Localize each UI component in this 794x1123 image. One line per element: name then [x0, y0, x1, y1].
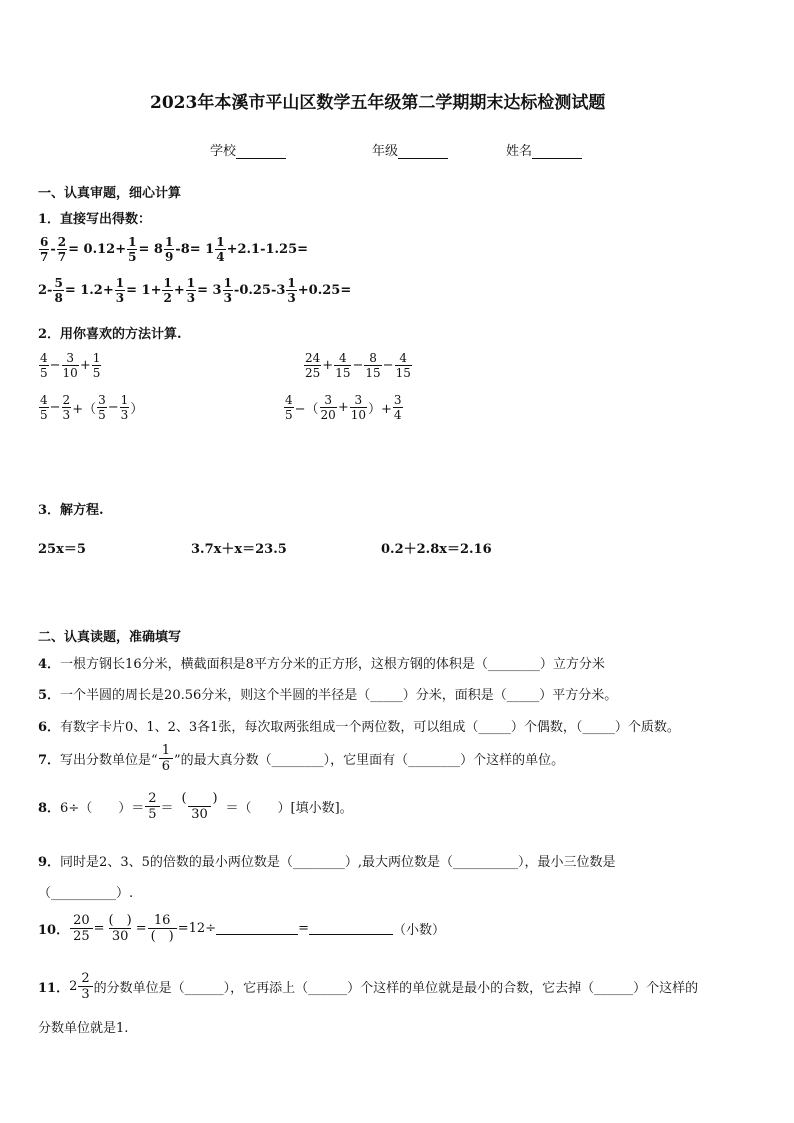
- question-5: 5．一个半圆的周长是20.56分米，则这个半圆的半径是（_____）分米，面积是（_____）平方分米。: [38, 688, 618, 703]
- question-4: 4．一根方钢长16分米，横截面积是8平方分米的正方形，这根方钢的体积是（________）立方分米: [38, 657, 605, 672]
- grade-label: 年级: [372, 144, 399, 159]
- fraction: $\frac{1}{9}$: [164, 235, 174, 264]
- school-field: [210, 140, 286, 159]
- q2-expr-1: $\frac{4}{5}$ − $\frac{3}{10}$ + $\frac{1}{5}$: [40, 351, 101, 380]
- fraction: $\frac{1}{3}$: [186, 276, 196, 305]
- q3-equation-1: 25x＝5: [38, 542, 86, 557]
- fraction: $\frac{2}{7}$: [57, 235, 67, 264]
- school-blank[interactable]: [236, 144, 286, 159]
- fraction: $\frac{16}{( )}$: [148, 914, 177, 943]
- fraction: $\frac{3}{10}$: [350, 393, 367, 422]
- name-blank[interactable]: [532, 144, 582, 159]
- fraction: $\frac{3}{20}$: [320, 393, 336, 422]
- question-11-line-1: 11． 2 $\frac{2}{3}$ 的分数单位是（______），它再添上（______）个这样的单位就是最小的合数，它去掉（______）个这样的: [38, 971, 699, 1002]
- q2-expr-3: $\frac{4}{5}$ − $\frac{2}{3}$ +（ $\frac{3}{5}$ − $\frac{1}{3}$ ）: [40, 393, 144, 422]
- fraction: $\frac{2}{3}$: [62, 393, 71, 422]
- page-title: 2023年本溪市平山区数学五年级第二学期期末达标检测试题: [150, 93, 606, 113]
- question-9-line-1: 9．同时是2、3、5的倍数的最小两位数是（________）,最大两位数是（__________），最小三位数是: [38, 855, 616, 870]
- fraction: $\frac{5}{8}$: [54, 276, 63, 305]
- grade-blank[interactable]: [398, 144, 448, 159]
- question-9-line-2: （__________）.: [38, 886, 134, 901]
- fraction: $\frac{4}{5}$: [40, 351, 48, 380]
- q3-equation-3: 0.2＋2.8x＝2.16: [381, 542, 492, 557]
- q2-expr-2: $\frac{24}{25}$ + $\frac{4}{15}$ − $\frac{8}{15}$ − $\frac{4}{15}$: [305, 351, 411, 380]
- name-field: [506, 140, 582, 159]
- fraction: $\frac{2}{3}$: [78, 972, 92, 1001]
- q1-row1: $\frac{6}{7}$ - $\frac{2}{7}$ = 0.12+ $\frac{1}{5}$ = 8 $\frac{1}{9}$ -8= 1 $\frac{1}{4}$ +2.1-1.25=: [40, 235, 309, 264]
- fraction: $\frac{4}{5}$: [40, 393, 48, 422]
- q2-label: 2．用你喜欢的方法计算.: [38, 327, 182, 342]
- fraction: $\frac{3}{4}$: [393, 393, 402, 422]
- fraction: $\frac{1}{2}$: [163, 276, 172, 305]
- section-1-heading: 一、认真审题，细心计算: [38, 186, 182, 201]
- fraction: $\frac{3}{5}$: [98, 393, 106, 422]
- question-10: 10． $\frac{20}{25}$ = $\frac{( )}{30}$ = $\frac{16}{( )}$ =12÷ = （小数）: [38, 913, 446, 944]
- q2-expr-4: $\frac{4}{5}$ −（ $\frac{3}{20}$ + $\frac{3}{10}$ ）+ $\frac{3}{4}$: [285, 393, 402, 422]
- fraction: $\frac{1}{5}$: [128, 235, 137, 264]
- fraction: $\frac{3}{10}$: [62, 351, 78, 380]
- fraction: $\frac{6}{7}$: [40, 235, 49, 264]
- fraction: $\frac{4}{15}$: [395, 351, 411, 380]
- question-7: 7． 写出分数单位是“ $\frac{1}{6}$ ”的最大真分数（________），它里面有（________）个这样的单位。: [38, 743, 565, 774]
- fraction: $\frac{8}{15}$: [365, 351, 381, 380]
- q1-label: 1．直接写出得数：: [38, 212, 152, 227]
- fraction: $\frac{1}{3}$: [115, 276, 125, 305]
- q3-label: 3．解方程.: [38, 503, 104, 518]
- q3-equation-2: 3.7x＋x＝23.5: [191, 542, 287, 557]
- fraction: $\frac{1}{3}$: [287, 276, 296, 305]
- question-8: 8． 6÷（ ）＝ $\frac{2}{5}$ ＝ $\frac{( )}{30}$ ＝（ ）[填小数]。: [38, 791, 353, 822]
- fraction: $\frac{( )}{30}$: [181, 791, 218, 822]
- fraction: $\frac{( )}{30}$: [108, 913, 132, 944]
- section-2-heading: 二、认真读题，准确填写: [38, 630, 182, 645]
- question-11-line-2: 分数单位就是1.: [38, 1021, 129, 1036]
- fraction: $\frac{20}{25}$: [70, 914, 93, 943]
- fraction: $\frac{4}{5}$: [285, 393, 293, 422]
- fraction: $\frac{24}{25}$: [305, 351, 321, 380]
- grade-field: [372, 140, 448, 159]
- fraction: $\frac{1}{3}$: [223, 276, 232, 305]
- name-label: 姓名: [506, 144, 533, 159]
- fraction: $\frac{1}{6}$: [159, 744, 173, 773]
- answer-blank[interactable]: [216, 922, 298, 935]
- q1-row2: 2- $\frac{5}{8}$ = 1.2+ $\frac{1}{3}$ = 1+ $\frac{1}{2}$ + $\frac{1}{3}$ = 3 $\frac{1}{3}$ -0.25-3 $\frac{1}{3}$ +0.25=: [38, 276, 352, 305]
- answer-blank[interactable]: [309, 922, 393, 935]
- school-label: 学校: [210, 144, 237, 159]
- question-6: 6．有数字卡片0、1、2、3各1张，每次取两张组成一个两位数，可以组成（_____）个偶数，（_____）个质数。: [38, 720, 680, 735]
- fraction: $\frac{1}{4}$: [216, 235, 225, 264]
- fraction: $\frac{2}{5}$: [145, 792, 159, 821]
- fraction: $\frac{1}{5}$: [92, 351, 101, 380]
- fraction: $\frac{1}{3}$: [120, 393, 129, 422]
- fraction: $\frac{4}{15}$: [335, 351, 351, 380]
